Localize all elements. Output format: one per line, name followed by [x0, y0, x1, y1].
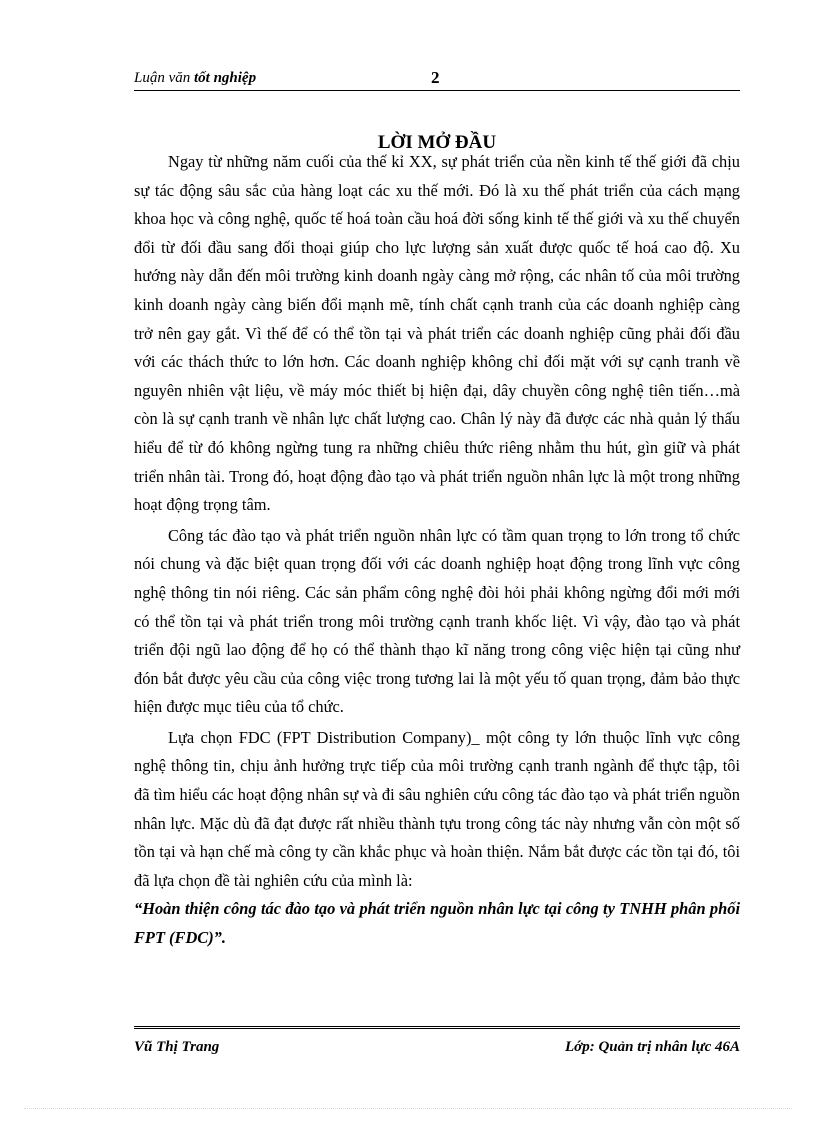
- page-footer: [134, 1026, 740, 1065]
- thesis-title: “Hoàn thiện công tác đào tạo và phát triển nguồn nhân lực tại công ty TNHH phân phối FPT (FDC)”.: [134, 899, 740, 948]
- footer-author: Vũ Thị Trang: [134, 1039, 220, 1055]
- header-document-type: Luận văn tốt nghiệp: [134, 70, 257, 86]
- paragraph-3-text: Lựa chọn FDC (FPT Distribution Company)_ một công ty lớn thuộc lĩnh vực công nghệ thông tin, chịu ảnh hưởng trực tiếp của môi trường cạnh tranh ngành để thực tập, tôi đã tìm hiểu các hoạt động nhân sự và đi sâu nghiên cứu công tác đào tạo và phát triển nguồn nhân lực. Mặc dù đã đạt được rất nhiều thành tựu trong công tác này nhưng vẫn còn một số tồn tại và hạn chế mà công ty cần khắc phục và hoàn thiện. Nắm bắt được các tồn tại đó, tôi đã lựa chọn đề tài nghiên cứu của mình là:: [134, 727, 740, 890]
- page-title: LỜI MỞ ĐẦU: [377, 132, 497, 153]
- paragraph-1: Ngay từ những năm cuối của thế kỉ XX, sự phát triển của nền kinh tế thế giới đã chịu sự tác động sâu sắc của hàng loạt các xu thế mới. Đó là xu thế phát triển của cách mạng khoa học và công nghệ, quốc tế hoá toàn cầu hoá đời sống kinh tế thế giới và xu thế chuyển đổi từ đối đầu sang đối thoại giúp cho lực lượng sản xuất được quốc tế hoá cao độ. Xu hướng này dẫn đến môi trường kinh doanh ngày càng mở rộng, các nhân tố của môi trường kinh doanh ngày càng biến đổi mạnh mẽ, tính chất cạnh tranh của các doanh nghiệp càng trở nên gay gắt. Vì thế để có thể tồn tại và phát triển các doanh nghiệp cũng phải đối đầu với các thách thức to lớn hơn. Các doanh nghiệp không chỉ đối mặt với sự cạnh tranh về nguyên nhiên vật liệu, về máy móc thiết bị hiện đại, dây chuyền công nghệ tiên tiến…mà còn là sự cạnh tranh về nhân lực chất lượng cao. Chân lý này đã được các nhà quản lý thấu hiểu để từ đó không ngừng tung ra những chiêu thức riêng nhằm thu hút, gìn giữ và phát triển nhân tài. Trong đó, hoạt động đào tạo và phát triển nguồn nhân lực là một trong những hoạt động trọng tâm.: [134, 152, 740, 515]
- page-number: 2: [431, 68, 440, 87]
- paragraph-3: [134, 724, 740, 953]
- body-text: [134, 148, 740, 953]
- page-header: [134, 66, 740, 91]
- paragraph-2: Công tác đào tạo và phát triển nguồn nhân lực có tầm quan trọng to lớn trong tổ chức nói chung và đặc biệt quan trọng đối với các doanh nghiệp hoạt động trong lĩnh vực công nghệ thông tin nói riêng. Các sản phẩm công nghệ đòi hỏi phải không ngừng đổi mới mới có thể tồn tại và phát triển trong môi trường cạnh tranh khốc liệt. Vì vậy, đào tạo và phát triển đội ngũ lao động để họ có thể thành thạo kĩ năng trong công việc hiện tại cũng như đón bắt được yêu cầu của công việc trong tương lai là một yếu tố quan trọng, đảm bảo thực hiện được mục tiêu của tổ chức.: [134, 525, 740, 717]
- footer-class: Lớp: Quản trị nhân lực 46A: [565, 1039, 740, 1055]
- page-bottom-divider: [24, 1108, 792, 1109]
